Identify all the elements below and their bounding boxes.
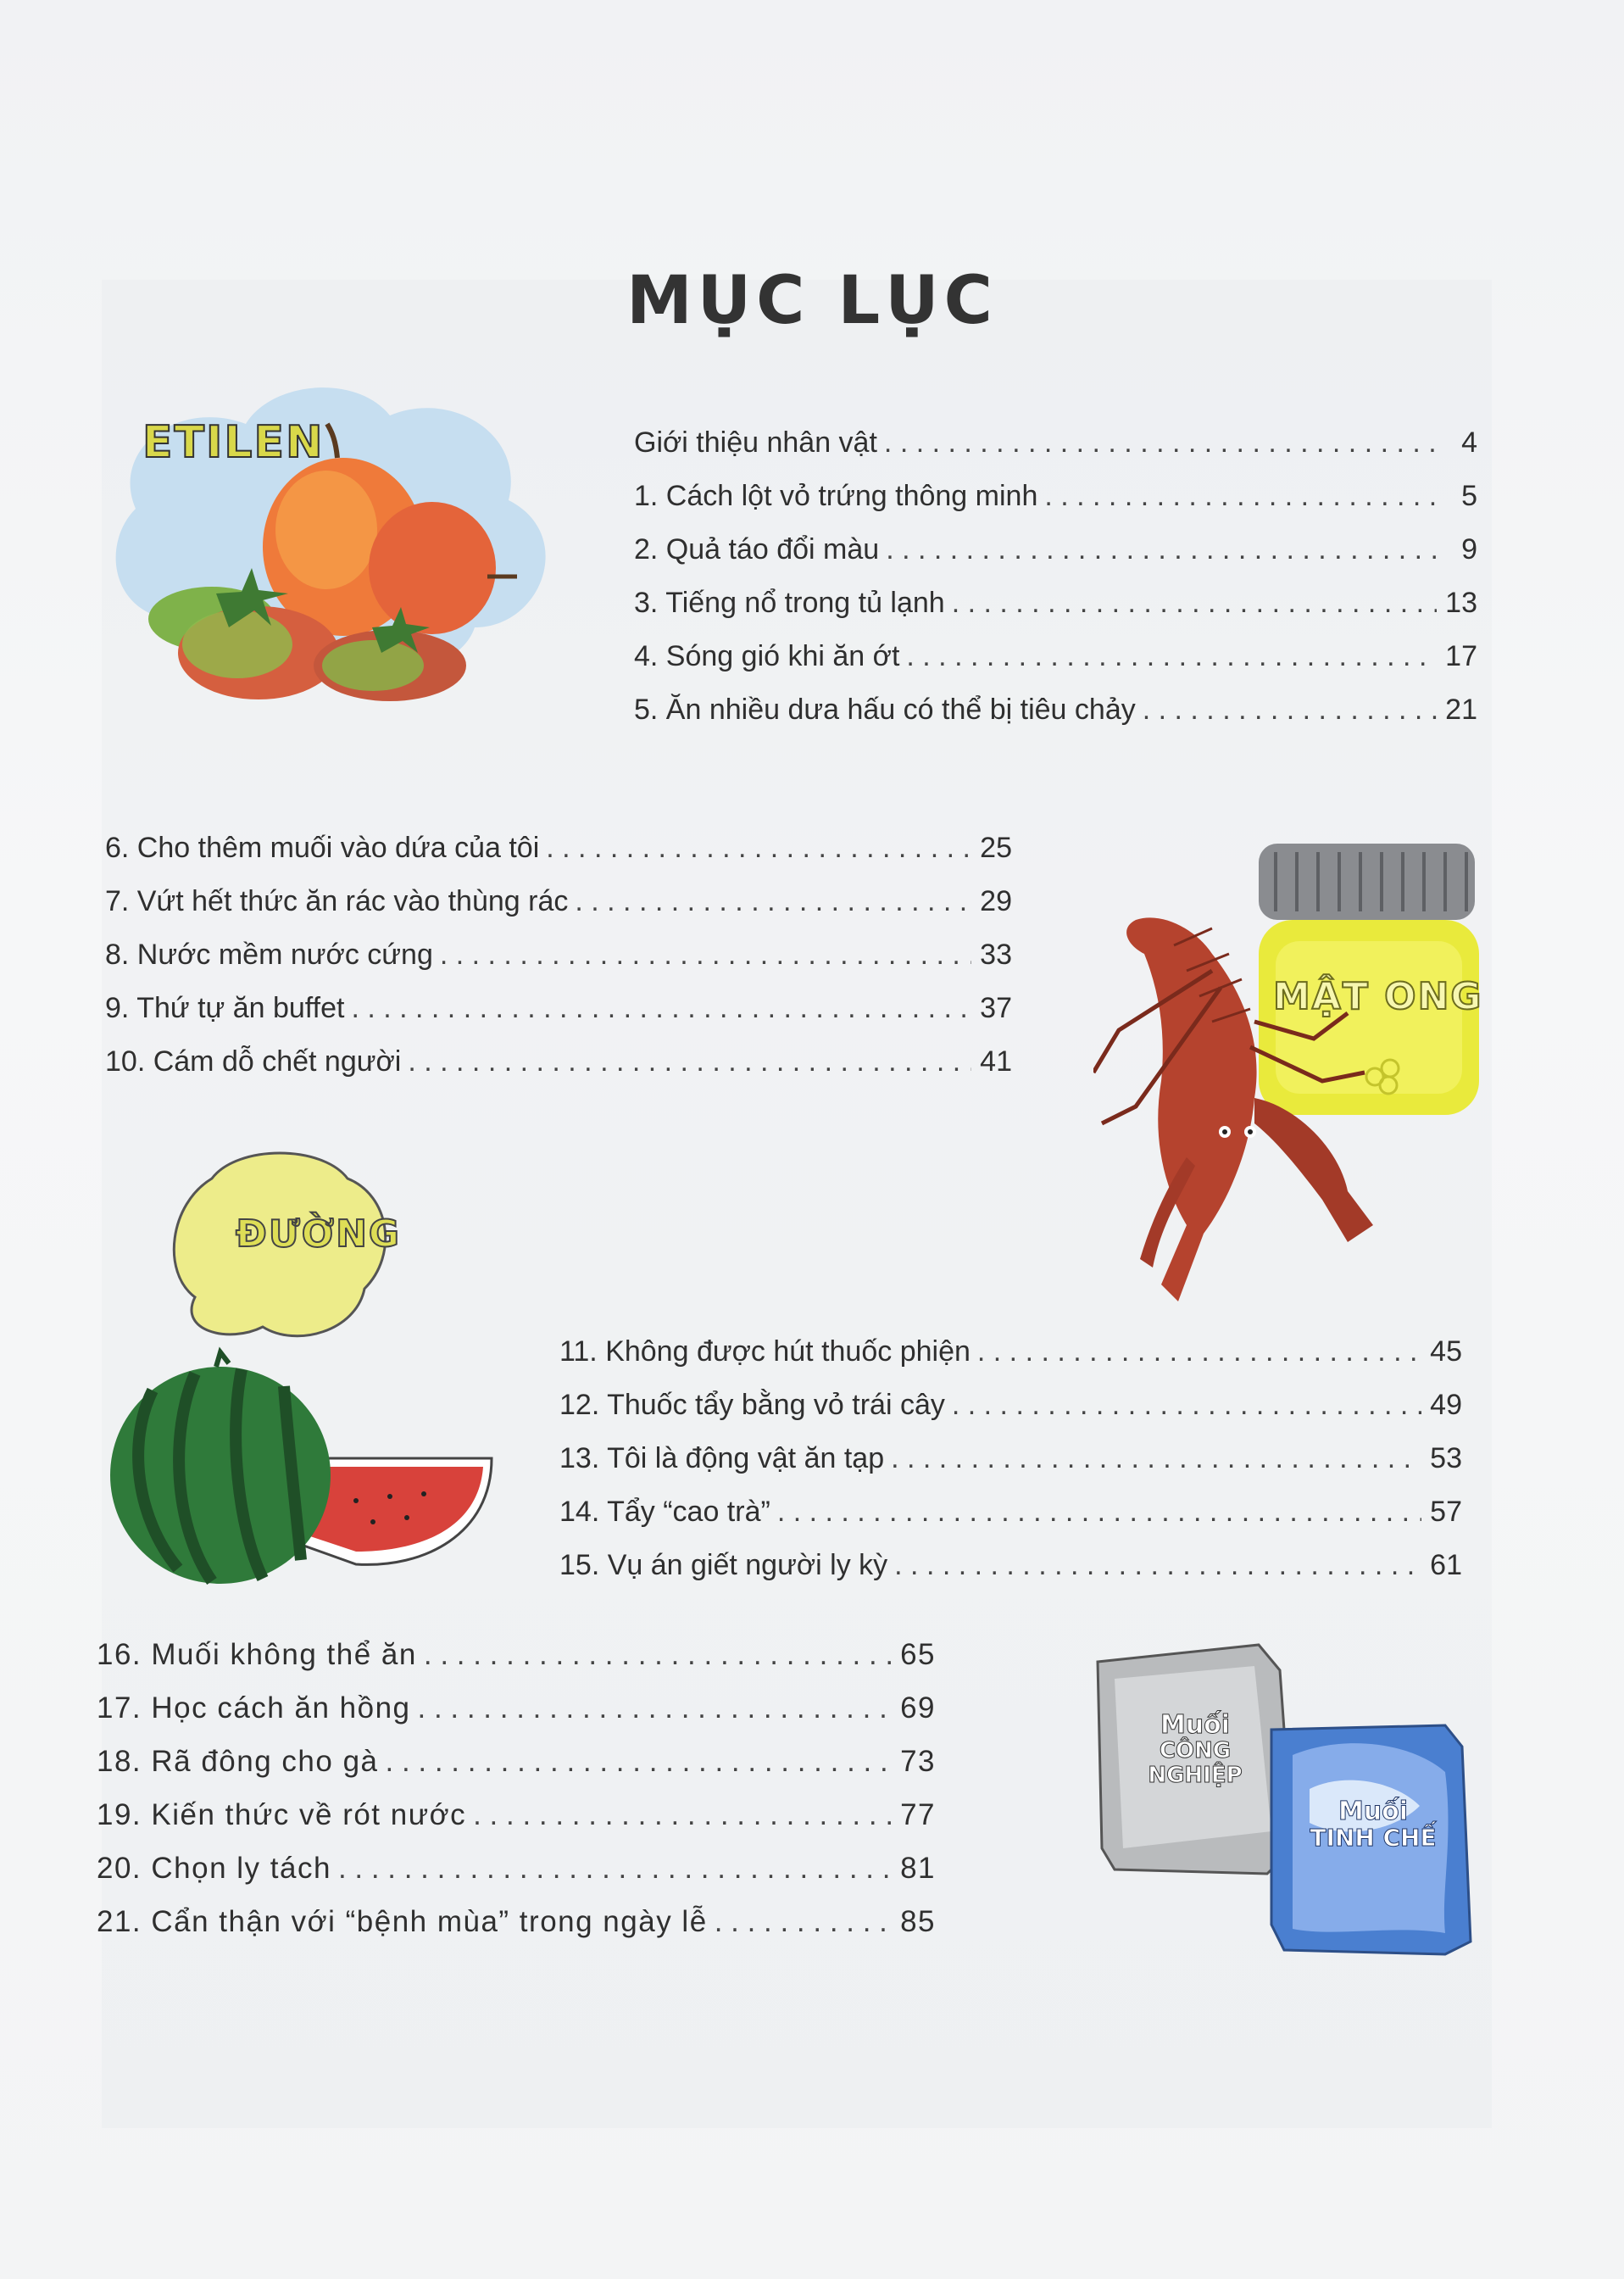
dot-leader [886, 533, 1437, 566]
toc-section-3 [559, 1335, 1462, 1602]
toc-section-1 [634, 426, 1477, 747]
toc-entry[interactable]: 11. Không được hút thuốc phiện . . . 45 [559, 1335, 1462, 1389]
honey-lobster-illustration [1093, 827, 1500, 1318]
dot-leader [1143, 694, 1437, 727]
toc-entry[interactable]: 3. Tiếng nổ trong tủ lạnh . . . 13 [634, 587, 1477, 640]
toc-entry[interactable]: 16. Muối không thể ăn . . . 65 [97, 1638, 936, 1691]
toc-entry[interactable]: 14. Tẩy “cao trà” . . . 57 [559, 1496, 1462, 1549]
toc-entry[interactable]: 2. Quả táo đổi màu . . . 9 [634, 533, 1477, 587]
dot-leader [952, 587, 1437, 620]
dot-leader [338, 1852, 893, 1886]
dot-leader [906, 640, 1437, 673]
dot-leader [575, 885, 971, 918]
toc-entry[interactable]: Giới thiệu nhân vật . . . 4 [634, 426, 1477, 480]
toc-entry[interactable]: 21. Cẩn thận với “bệnh mùa” trong ngày lễ . . . 85 [97, 1905, 936, 1959]
honey-label: MẬT ONG [1273, 975, 1483, 1018]
toc-entry[interactable]: 7. Vứt hết thức ăn rác vào thùng rác . . . 29 [105, 885, 1012, 939]
salt-refined-line2: TINH CHẾ [1310, 1824, 1437, 1852]
toc-section-4 [97, 1638, 936, 1959]
toc-entry[interactable]: 18. Rã đông cho gà . . . 73 [97, 1745, 936, 1798]
toc-entry[interactable]: 20. Chọn ly tách . . . 81 [97, 1852, 936, 1905]
etilen-illustration [102, 373, 576, 729]
toc-entry[interactable]: 12. Thuốc tẩy bằng vỏ trái cây . . . 49 [559, 1389, 1462, 1442]
toc-entry[interactable]: 1. Cách lột vỏ trứng thông minh . . . 5 [634, 480, 1477, 533]
salt-refined-label [1297, 1797, 1449, 1852]
dot-leader [546, 832, 971, 865]
sugar-watermelon-illustration [102, 1145, 509, 1602]
toc-entry[interactable]: 5. Ăn nhiều dưa hấu có thể bị tiêu chảy . . . 21 [634, 694, 1477, 747]
salt-industrial-label [1110, 1711, 1280, 1787]
toc-entry[interactable]: 15. Vụ án giết người ly kỳ . . . 61 [559, 1549, 1462, 1602]
dot-leader [440, 939, 971, 972]
dot-leader [424, 1638, 893, 1672]
toc-entry[interactable]: 4. Sóng gió khi ăn ớt . . . 17 [634, 640, 1477, 694]
toc-section-2 [105, 832, 1012, 1099]
dot-leader [418, 1691, 894, 1725]
dot-leader [777, 1496, 1421, 1529]
page-title: MỤC LỤC [626, 263, 998, 339]
dot-leader [351, 992, 971, 1025]
toc-entry[interactable]: 17. Học cách ăn hồng . . . 69 [97, 1691, 936, 1745]
toc-entry[interactable]: 13. Tôi là động vật ăn tạp . . . 53 [559, 1442, 1462, 1496]
dot-leader [891, 1442, 1421, 1475]
dot-leader [1044, 480, 1437, 513]
toc-entry[interactable]: 8. Nước mềm nước cứng . . . 33 [105, 939, 1012, 992]
dot-leader [977, 1335, 1421, 1368]
toc-entry[interactable]: 6. Cho thêm muối vào dứa của tôi . . . 25 [105, 832, 1012, 885]
toc-entry[interactable]: 9. Thứ tự ăn buffet . . . 37 [105, 992, 1012, 1045]
dot-leader [408, 1045, 971, 1078]
salt-bags-illustration [1089, 1636, 1479, 1959]
salt-industrial-line2: CÔNG NGHIỆP [1148, 1738, 1243, 1788]
dot-leader [473, 1798, 893, 1832]
dot-leader [894, 1549, 1421, 1582]
dot-leader [386, 1745, 894, 1779]
toc-entry[interactable]: 19. Kiến thức về rót nước . . . 77 [97, 1798, 936, 1852]
toc-entry[interactable]: 10. Cám dỗ chết người . . . 41 [105, 1045, 1012, 1099]
dot-leader [715, 1905, 893, 1939]
sugar-label: ĐƯỜNG [236, 1212, 402, 1256]
etilen-label: ETILEN [142, 417, 325, 468]
dot-leader [952, 1389, 1421, 1422]
salt-refined-line1: Muối [1338, 1797, 1409, 1826]
salt-industrial-line1: Muối [1160, 1710, 1231, 1740]
dot-leader [884, 426, 1437, 460]
